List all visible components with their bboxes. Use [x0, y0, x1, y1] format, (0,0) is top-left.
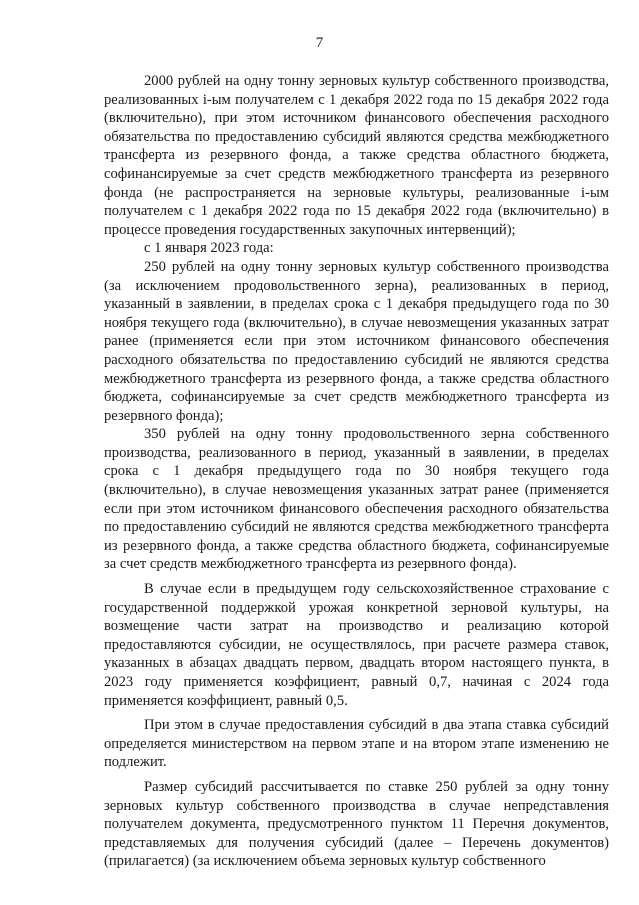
- paragraph-rate-350: 350 рублей на одну тонну продовольственного зерна собственного производства, реализованного в период, указанный в заявлении, в пределах срока с 1 декабря предыдущего года по 30 ноября текущего года (включительно), в случае невозмещения указанных затрат ранее (применяется если при этом источником финансового обеспечения расходного обязательства по предоставлению субсидий не являются средства межбюджетного трансферта из резервного фонда, а также средства областного бюджета, софинансируемые за счет средств межбюджетного трансферта из резервного фонда).: [104, 426, 609, 573]
- paragraph-rate-2000: 2000 рублей на одну тонну зерновых культур собственного производства, реализованных i-ым получателем с 1 декабря 2022 года по 15 декабря 2022 года (включительно), при этом источником финансового обеспечения расходного обязательства по предоставлению субсидий являются средства межбюджетного трансферта из резервного фонда, а также средства областного бюджета, софинансируемые за счет средств межбюджетного трансферта из резервного фонда (не распространяется на зерновые культуры, реализованные i-ым получателем с 1 декабря 2022 года по 15 декабря 2022 года (включительно) в процессе проведения государственных закупочных интервенций);: [104, 73, 609, 238]
- paragraph-insurance-coefficient: В случае если в предыдущем году сельскохозяйственное страхование с государственной поддержкой урожая конкретной зерновой культуры, на возмещение части затрат на производство и реализацию которой предоставляются субсидии, не осуществлялось, при расчете размера ставок, указанных в абзацах двадцать первом, двадцать втором настоящего пункта, в 2023 году применяется коэффициент, равный 0,7, начиная с 2024 года применяется коэффициент, равный 0,5.: [104, 581, 609, 709]
- page-number: 7: [315, 35, 324, 51]
- paragraph-from-january-2023: с 1 января 2023 года:: [144, 240, 274, 257]
- paragraph-rate-250: 250 рублей на одну тонну зерновых культур собственного производства (за исключением продовольственного зерна), реализованных в период, указанный в заявлении, в пределах срока с 1 декабря предыдущего года по 30 ноября текущего года (включительно), в случае невозмещения указанных затрат ранее (применяется если при этом источником финансового обеспечения расходного обязательства по предоставлению субсидий не являются средства межбюджетного трансферта из резервного фонда, а также средства областного бюджета, софинансируемые за счет средств межбюджетного трансферта из резервного фонда);: [104, 258, 609, 424]
- document-body: [104, 72, 609, 871]
- paragraph-two-stage: При этом в случае предоставления субсидий в два этапа ставка субсидий определяется министерством на первом этапе и на втором этапе изменению не подлежит.: [104, 717, 609, 771]
- paragraph-subsidy-size: Размер субсидий рассчитывается по ставке 250 рублей за одну тонну зерновых культур собственного производства в случае непредставления получателем документа, предусмотренного пунктом 11 Перечня документов, представляемых для получения субсидий (далее – Перечень документов) (прилагается) (за исключением объема зерновых культур собственного: [104, 778, 609, 870]
